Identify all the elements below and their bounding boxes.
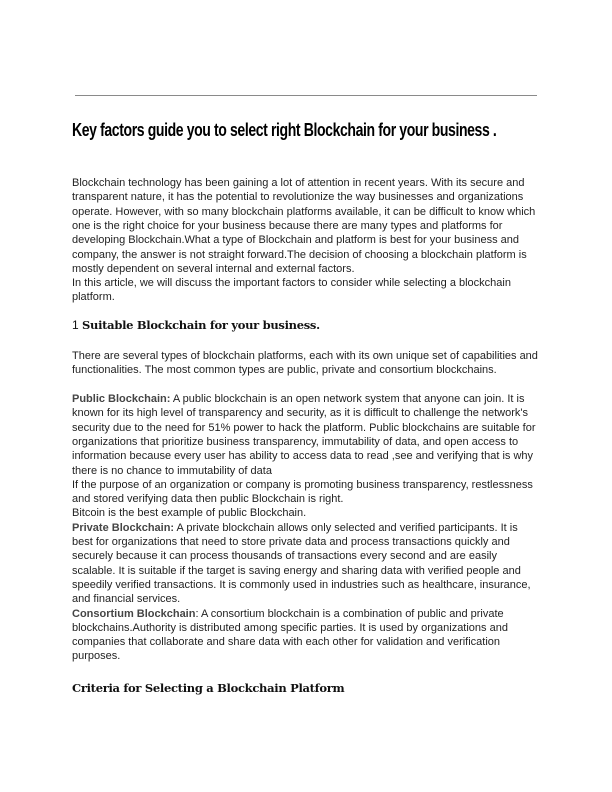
text-line: platform. bbox=[72, 291, 115, 304]
text-line bbox=[72, 492, 344, 506]
line-text: scalable. It is suitable if the target is saving energy and sharing data with verified people and bbox=[72, 564, 521, 577]
text-line bbox=[72, 392, 524, 406]
text-line: operate. However, with so many blockchain platforms available, it can be difficult to know which bbox=[72, 205, 536, 218]
line-text: organizations that prioritize business transparency, immutability of data, and open access to bbox=[72, 435, 519, 448]
text-line bbox=[72, 421, 535, 435]
line-text: information because every user has ability to access data to read ,see and verifying that is why bbox=[72, 450, 534, 463]
text-line: mostly dependent on several internal and external factors. bbox=[72, 262, 355, 275]
term-label: Public Blockchain: bbox=[72, 393, 171, 405]
page-title: Key factors guide you to select right Blockchain for your business . bbox=[72, 120, 497, 140]
text-line bbox=[72, 549, 497, 563]
text-line bbox=[72, 464, 272, 478]
line-text: : A consortium blockchain is a combination of public and private bbox=[195, 607, 504, 620]
text-line bbox=[72, 649, 120, 663]
text-line bbox=[72, 521, 518, 535]
section-heading-suitable bbox=[72, 318, 320, 332]
text-line: developing Blockchain.What a type of Blockchain and platform is best for your business and bbox=[72, 234, 519, 247]
text-line: In this article, we will discuss the important factors to consider while selecting a blockchain bbox=[72, 277, 511, 290]
text-line bbox=[72, 406, 528, 420]
text-line bbox=[72, 592, 180, 606]
text-line bbox=[72, 578, 531, 592]
line-text: and financial services. bbox=[72, 593, 181, 606]
text-line bbox=[72, 535, 510, 549]
text-line bbox=[72, 435, 518, 449]
line-text: Bitcoin is the best example of public Blockchain. bbox=[72, 507, 307, 520]
text-line bbox=[72, 449, 533, 463]
text-line bbox=[72, 621, 508, 635]
text-line: transparent nature, it has the potential to revolutionize the way businesses and organizations bbox=[72, 191, 524, 204]
text-line: one is the right choice for your business because there are many types and platforms for bbox=[72, 219, 503, 232]
line-text: best for organizations that need to store private data and process transactions quickly and bbox=[72, 536, 510, 548]
line-text: companies that collaborate and share data with each other for validation and verification bbox=[72, 636, 501, 649]
text-line bbox=[72, 635, 500, 649]
text-line bbox=[72, 564, 521, 578]
line-text: security due to the need for 51% power to hack the platform. Public blockchains are suitable for bbox=[72, 421, 536, 434]
line-text: A public blockchain is an open network system that anyone can join. It is bbox=[170, 393, 525, 405]
line-text: there is no chance to immutability of data bbox=[72, 464, 272, 477]
horizontal-rule bbox=[75, 95, 537, 96]
term-label: Private Blockchain: bbox=[72, 521, 175, 534]
line-text: A private blockchain allows only selected and verified participants. It is bbox=[174, 521, 518, 534]
section-heading-text: Suitable Blockchain for your business. bbox=[82, 318, 320, 332]
text-line: functionalities. The most common types are public, private and consortium blockchains. bbox=[72, 364, 497, 377]
line-text: securely because it can process thousands of transactions every second and are easily bbox=[72, 550, 497, 563]
text-line bbox=[72, 607, 504, 621]
section-number: 1 bbox=[72, 318, 79, 332]
section-heading-text: Criteria for Selecting a Blockchain Platform bbox=[72, 681, 345, 695]
text-line: Blockchain technology has been gaining a lot of attention in recent years. With its secure and bbox=[72, 177, 525, 189]
line-text: If the purpose of an organization or company is promoting business transparency, restlessness bbox=[72, 478, 533, 491]
text-line bbox=[72, 506, 306, 520]
section-heading-criteria bbox=[72, 681, 344, 695]
line-text: purposes. bbox=[72, 650, 121, 663]
line-text: speedily verified transactions. It is commonly used in industries such as healthcare, insurance, bbox=[72, 578, 531, 591]
text-line: There are several types of blockchain platforms, each with its own unique set of capabilities and bbox=[72, 350, 538, 362]
line-text: blockchains.Authority is distributed among specific parties. It is used by organizations and bbox=[72, 621, 508, 634]
term-label: Consortium Blockchain bbox=[72, 607, 196, 620]
line-text: and stored verifying data then public Blockchain is right. bbox=[72, 493, 344, 506]
line-text: known for its high level of transparency and security, as it is difficult to challenge the network's bbox=[72, 407, 528, 420]
text-line: company, the answer is not straight forward.The decision of choosing a blockchain platform is bbox=[72, 248, 527, 261]
text-line bbox=[72, 478, 533, 492]
